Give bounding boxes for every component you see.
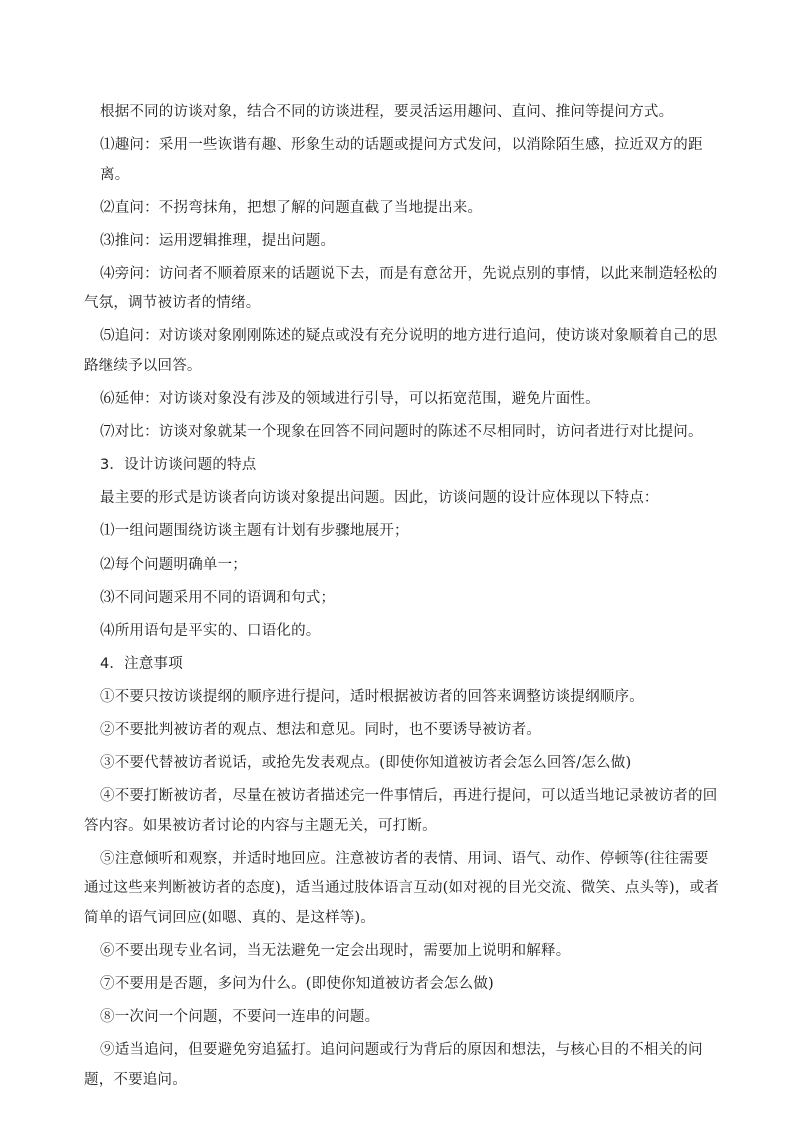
- paragraph-note-1: ①不要只按访谈提纲的顺序进行提问，适时根据被访者的回答来调整访谈提纲顺序。: [100, 688, 644, 705]
- paragraph-method-4: ⑷旁问：访问者不顺着原来的话题说下去，而是有意岔开，先说点别的事情，以此来制造轻松的气氛，调节被访者的情绪。: [84, 265, 718, 312]
- paragraph-method-5: ⑸追问：对访谈对象刚刚陈述的疑点或没有充分说明的地方进行追问，使访谈对象顺着自己的思路继续予以回答。: [84, 328, 718, 374]
- paragraph-method-2: ⑵直问：不拐弯抹角，把想了解的问题直截了当地提出来。: [100, 199, 483, 216]
- section-heading-3: 3．设计访谈问题的特点: [100, 457, 257, 474]
- paragraph-note-5: ⑤注意倾听和观察，并适时地回应。注意被访者的表情、用词、语气、动作、停顿等(往往需要通过这些来判断被访者的态度)，适当通过肢体语言互动(如对视的目光交流、微笑、点头等)，或者简单的语气词回应(如嗯、真的、是这样等)。: [84, 850, 719, 926]
- paragraph-method-6: ⑹延伸：对访谈对象没有涉及的领域进行引导，可以拓宽范围，避免片面性。: [100, 391, 600, 408]
- paragraph-note-9: ⑨适当追问，但要避免穷追猛打。追问问题或行为背后的原因和想法，与核心目的不相关的问题，不要追问。: [84, 1042, 703, 1088]
- section-heading-4: 4．注意事项: [100, 655, 183, 672]
- paragraph-method-7: ⑺对比：访谈对象就某一个现象在回答不同问题时的陈述不尽相同时，访问者进行对比提问。: [100, 424, 703, 441]
- paragraph-note-6: ⑥不要出现专业名词，当无法避免一定会出现时，需要加上说明和解释。: [100, 942, 571, 959]
- paragraph-note-7: ⑦不要用是否题，多问为什么。(即使你知道被访者会怎么做): [100, 975, 494, 992]
- paragraph-feature-1: ⑴一组问题围绕访谈主题有计划有步骤地展开；: [100, 523, 409, 540]
- paragraph-note-4: ④不要打断被访者，尽量在被访者描述完一件事情后，再进行提问，可以适当地记录被访者的回答内容。如果被访者讨论的内容与主题无关，可打断。: [84, 788, 718, 834]
- paragraph-intro: 根据不同的访谈对象，结合不同的访谈进程，要灵活运用趣问、直问、推问等提问方式。: [100, 104, 674, 120]
- paragraph-feature-3: ⑶不同问题采用不同的语调和句式；: [100, 589, 336, 606]
- paragraph-note-8: ⑧一次问一个问题，不要问一连串的问题。: [100, 1009, 380, 1026]
- paragraph-note-2: ②不要批判被访者的观点、想法和意见。同时，也不要诱导被访者。: [100, 722, 541, 738]
- paragraph-note-3: ③不要代替被访者说话，或抢先发表观点。(即使你知道被访者会怎么回答/怎么做): [100, 755, 632, 772]
- paragraph-features-intro: 最主要的形式是访谈者向访谈对象提出问题。因此，访谈问题的设计应体现以下特点：: [100, 490, 659, 507]
- paragraph-method-1: ⑴趣问：采用一些诙谐有趣、形象生动的话题或提问方式发问，以消除陌生感，拉近双方的距离。: [100, 137, 703, 183]
- paragraph-feature-2: ⑵每个问题明确单一；: [100, 556, 247, 573]
- document-body: [84, 98, 722, 1099]
- paragraph-feature-4: ⑷所用语句是平实的、口语化的。: [100, 622, 321, 639]
- paragraph-method-3: ⑶推问：运用逻辑推理，提出问题。: [100, 232, 336, 249]
